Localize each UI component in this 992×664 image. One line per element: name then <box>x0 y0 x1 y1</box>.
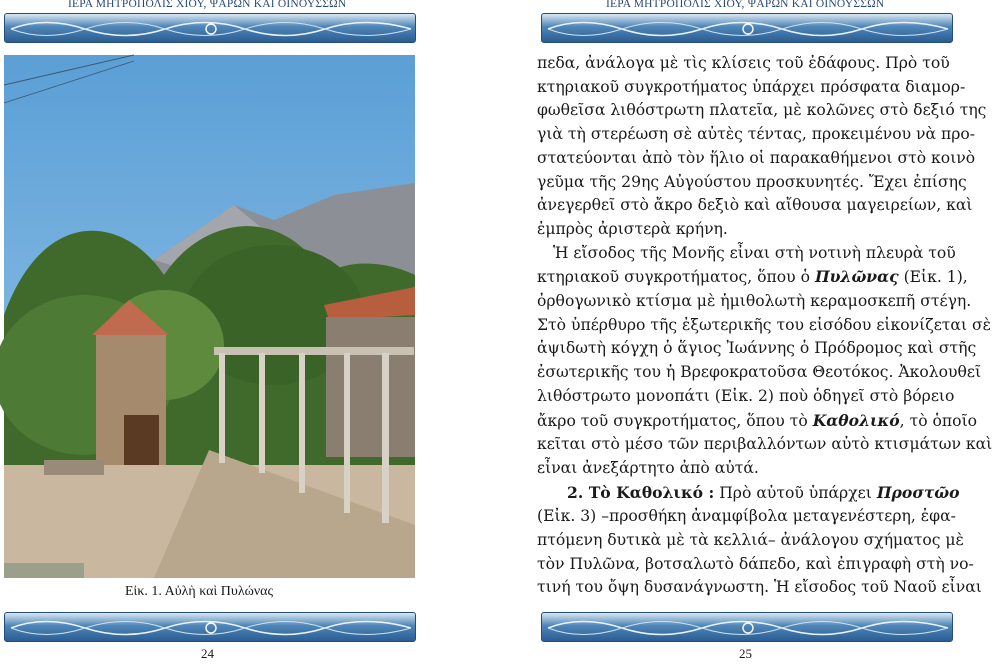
text-line <box>537 409 978 434</box>
section-heading: 2. Τὸ Καθολικό : <box>567 482 715 502</box>
text-line: γεῦμα τῆς 29ης Αὐγούστου προσκυνητές. Ἔχει ἐπίσης <box>537 172 967 191</box>
text-line: τὸν Πυλῶνα, βοτσαλωτὸ δάπεδο, καὶ ἐπιγραφὴ στὴ νο- <box>537 554 974 573</box>
text-line: ἐμπρὸς ἀριστερὰ κρήνη. <box>537 219 728 238</box>
page-number-left: 24 <box>201 646 214 661</box>
text-line: στατεύονται ἀπὸ τὸν ἥλιο οἱ παρακαθήμενοι στὸ κοινὸ <box>537 148 976 167</box>
page-number-right: 25 <box>739 646 752 661</box>
text-line: ἀνεγερθεῖ στὸ ἄκρο δεξιὸ καὶ αἴθουσα μαγειρείων, καὶ <box>537 196 973 215</box>
ornamental-band-top-left <box>4 13 416 43</box>
text-line <box>537 265 968 290</box>
left-page <box>0 0 480 664</box>
text-line: ὀρθογωνικὸ κτίσμα μὲ ἡμιθολωτὴ κεραμοσκεπῆ στέγη. <box>537 292 972 311</box>
text-line: φωθεῖσα λιθόστρωτη πλατεῖα, μὲ κολῶνες στὸ δεξιό της <box>537 101 987 120</box>
text-line: ἐσωτερικῆς του ἡ Βρεφοκρατοῦσα Θεοτόκος. Ἀκολουθεῖ <box>537 363 982 382</box>
text-line: κεῖται στὸ μέσο τῶν περιβαλλόντων αὐτὸ κτισμάτων καὶ <box>537 435 992 454</box>
text-line: εἶναι ἀνεξάρτητο ἀπὸ αὐτά. <box>537 458 759 477</box>
text-line: πτόμενη δυτικὰ μὲ τὰ κελλιά– ἀνάλογου σχήματος μὲ <box>537 531 964 550</box>
text-run: , τὸ ὁποῖο <box>899 411 978 430</box>
text-run: (Εἰκ. 1), <box>898 268 968 287</box>
text-line: τινή του ὄψη δυσανάγνωστη. Ἡ εἴσοδος τοῦ Ναοῦ εἶναι <box>537 578 982 597</box>
text-run: ἄκρο τοῦ συγκροτήματος, ὅπου τὸ <box>537 411 813 430</box>
text-run: κτηριακοῦ συγκροτήματος, ὅπου ὁ <box>537 268 815 287</box>
ornamental-band-top-right <box>541 13 953 43</box>
courtyard-photo <box>4 55 415 578</box>
ornamental-band-bottom-right <box>541 612 953 642</box>
text-line: Ἡ εἴσοδος τῆς Μονῆς εἶναι στὴ νοτινὴ πλευρὰ τοῦ <box>553 243 956 262</box>
ornamental-band-bottom-left <box>4 612 416 642</box>
text-run: Πρὸ αὐτοῦ ὑπάρχει <box>714 483 877 502</box>
emphasis-pylonas: Πυλῶνας <box>814 267 899 287</box>
photo-caption: Εἰκ. 1. Αὐλὴ καὶ Πυλώνας <box>125 584 274 599</box>
emphasis-prostoo: Προστῶο <box>876 482 960 502</box>
text-line <box>537 481 960 506</box>
running-head-left: ΙΕΡΑ ΜΗΤΡΟΠΟΛΙΣ ΧΙΟΥ, ΨΑΡΩΝ ΚΑΙ ΟΙΝΟΥΣΣΩΝ <box>68 0 347 10</box>
text-line: γιὰ τὴ στερέωση σὲ αὐτὲς τέντας, προκειμένου νὰ προ- <box>537 125 976 144</box>
text-line: πεδα, ἀνάλογα μὲ τὶς κλίσεις τοῦ ἐδάφους. Πρὸ τοῦ <box>537 54 950 72</box>
body-text <box>537 52 992 600</box>
text-line: λιθόστρωτο μονοπάτι (Εἰκ. 2) ποὺ ὁδηγεῖ στὸ βόρειο <box>537 386 955 405</box>
text-line: (Εἰκ. 3) –προσθήκη ἀναμφίβολα μεταγενέστερη, ἐφα- <box>537 507 956 526</box>
text-line: κτηριακοῦ συγκροτήματος ὑπάρχει πρόσφατα διαμορ- <box>537 77 966 96</box>
emphasis-katholiko: Καθολικό <box>812 410 900 430</box>
text-line: Στὸ ὑπέρθυρο τῆς ἐξωτερικῆς του εἰσόδου εἰκονίζεται σὲ <box>537 315 992 334</box>
running-head-right: ΙΕΡΑ ΜΗΤΡΟΠΟΛΙΣ ΧΙΟΥ, ΨΑΡΩΝ ΚΑΙ ΟΙΝΟΥΣΣΩΝ <box>606 0 885 10</box>
text-line: ἁψιδωτὴ κόγχη ὁ ἅγιος Ἰωάννης ὁ Πρόδρομος καὶ στῆς <box>537 339 977 358</box>
